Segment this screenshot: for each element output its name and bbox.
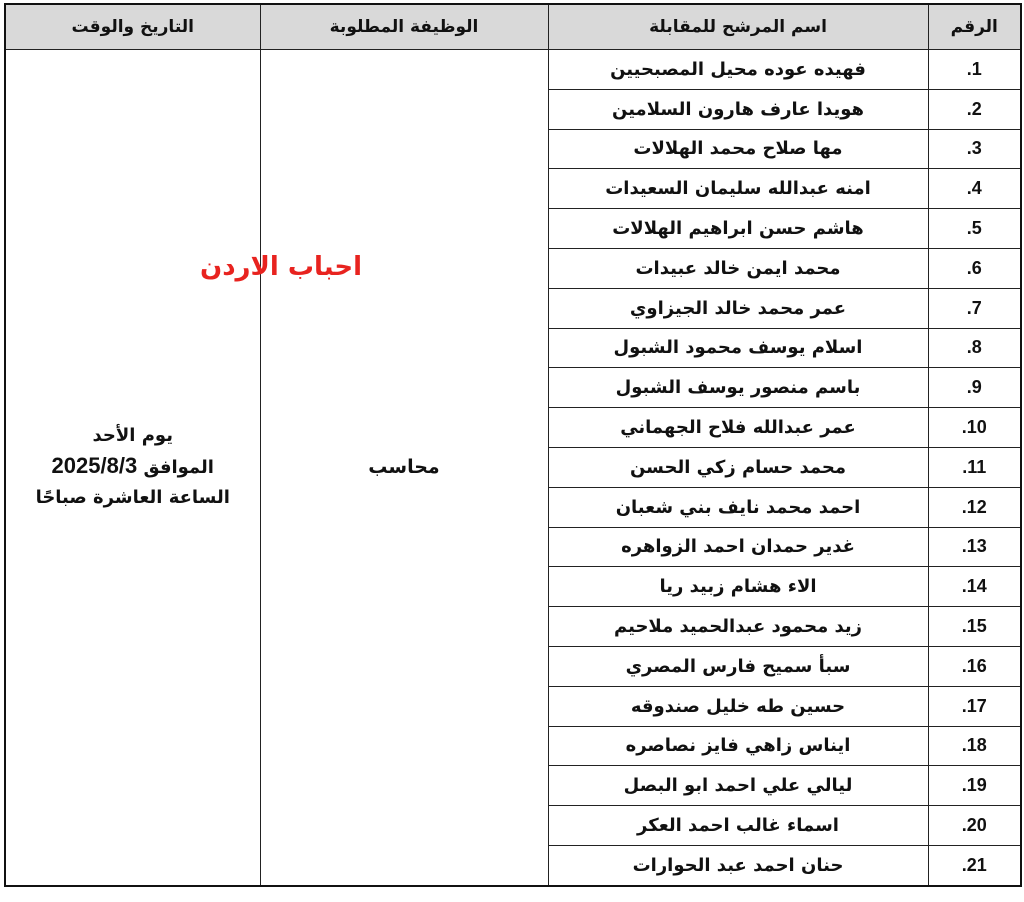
- row-number: 6.: [928, 248, 1021, 288]
- row-number: 18.: [928, 726, 1021, 766]
- row-number: 14.: [928, 567, 1021, 607]
- interview-date: 2025/8/3: [51, 453, 138, 479]
- candidate-name: عمر محمد خالد الجيزاوي: [548, 288, 928, 328]
- row-number: 20.: [928, 806, 1021, 846]
- header-candidate-name: اسم المرشح للمقابلة: [548, 4, 928, 50]
- row-number: 13.: [928, 527, 1021, 567]
- row-number: 19.: [928, 766, 1021, 806]
- interview-date-line: [6, 451, 260, 483]
- row-number: 7.: [928, 288, 1021, 328]
- interview-date-prefix: الموافق: [143, 457, 214, 479]
- row-number: 21.: [928, 845, 1021, 885]
- row-number: 2.: [928, 89, 1021, 129]
- candidate-name: مها صلاح محمد الهلالات: [548, 129, 928, 169]
- candidate-name: ليالي علي احمد ابو البصل: [548, 766, 928, 806]
- interview-datetime: [5, 50, 260, 886]
- row-number: 4.: [928, 169, 1021, 209]
- row-number: 8.: [928, 328, 1021, 368]
- candidate-name: محمد ايمن خالد عبيدات: [548, 248, 928, 288]
- row-number: 5.: [928, 209, 1021, 249]
- candidate-name: حنان احمد عبد الحوارات: [548, 845, 928, 885]
- candidate-name: باسم منصور يوسف الشبول: [548, 368, 928, 408]
- candidate-name: زيد محمود عبدالحميد ملاحيم: [548, 607, 928, 647]
- header-row: [5, 4, 1021, 50]
- row-number: 3.: [928, 129, 1021, 169]
- table-body: [5, 50, 1021, 886]
- candidate-name: سبأ سميح فارس المصري: [548, 646, 928, 686]
- candidate-name: هاشم حسن ابراهيم الهلالات: [548, 209, 928, 249]
- row-number: 17.: [928, 686, 1021, 726]
- candidate-name: فهيده عوده محيل المصبحيين: [548, 50, 928, 90]
- header-job: الوظيفة المطلوبة: [260, 4, 548, 50]
- table-row: [5, 50, 1021, 90]
- job-title: محاسب: [260, 50, 548, 886]
- candidate-name: احمد محمد نايف بني شعبان: [548, 487, 928, 527]
- interview-time: الساعة العاشرة صباحًا: [35, 487, 230, 509]
- candidate-name: الاء هشام زبيد ريا: [548, 567, 928, 607]
- candidate-name: ايناس زاهي فايز نصاصره: [548, 726, 928, 766]
- row-number: 12.: [928, 487, 1021, 527]
- interview-table: [4, 3, 1022, 887]
- interview-day: يوم الأحد: [92, 425, 173, 447]
- row-number: 15.: [928, 607, 1021, 647]
- candidate-name: اسلام يوسف محمود الشبول: [548, 328, 928, 368]
- candidate-name: حسين طه خليل صندوقه: [548, 686, 928, 726]
- candidate-name: هويدا عارف هارون السلامين: [548, 89, 928, 129]
- watermark-text: احباب الاردن: [200, 252, 362, 282]
- candidate-name: محمد حسام زكي الحسن: [548, 447, 928, 487]
- candidate-name: اسماء غالب احمد العكر: [548, 806, 928, 846]
- row-number: 16.: [928, 646, 1021, 686]
- candidate-name: غدير حمدان احمد الزواهره: [548, 527, 928, 567]
- row-number: 1.: [928, 50, 1021, 90]
- row-number: 11.: [928, 447, 1021, 487]
- candidate-name: عمر عبدالله فلاح الجهماني: [548, 408, 928, 448]
- header-number: الرقم: [928, 4, 1021, 50]
- header-datetime: التاريخ والوقت: [5, 4, 260, 50]
- row-number: 9.: [928, 368, 1021, 408]
- row-number: 10.: [928, 408, 1021, 448]
- candidate-name: امنه عبدالله سليمان السعيدات: [548, 169, 928, 209]
